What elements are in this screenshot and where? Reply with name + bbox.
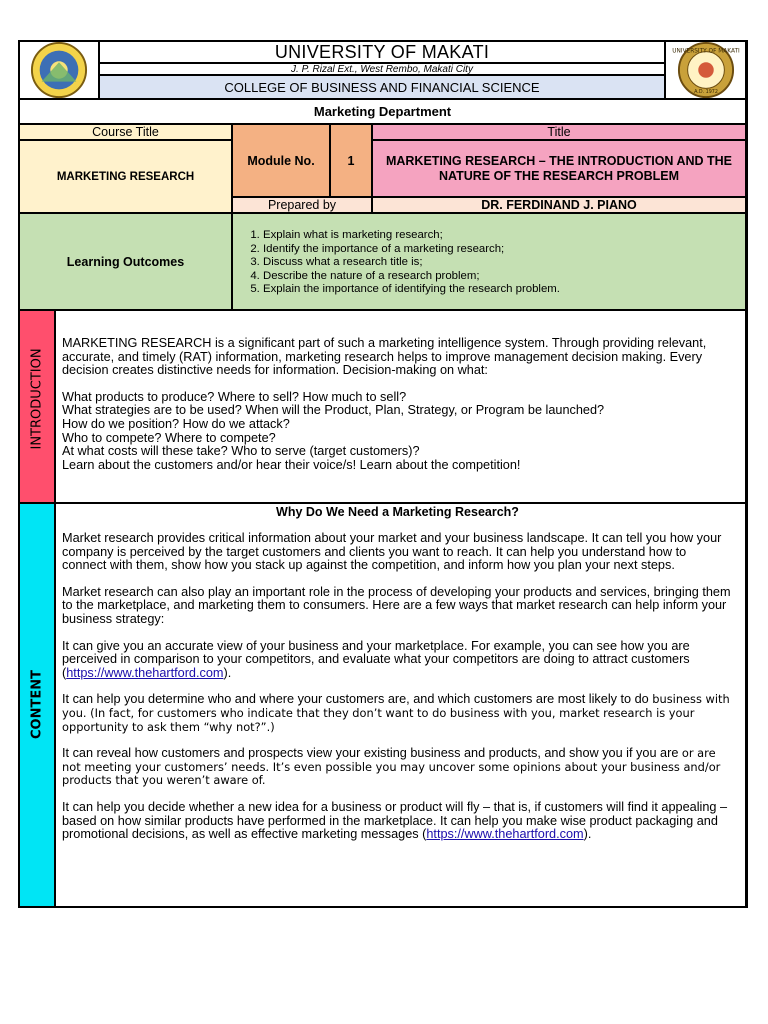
right-seal-cell: [665, 41, 746, 99]
learning-outcome-item: 1. Explain what is marketing research;: [263, 229, 737, 243]
content-section: [55, 503, 746, 907]
paragraph-text: It can help you determine who and where your customers are, and which customers are most likely to do: [62, 692, 649, 707]
paragraph-text: It can give you an accurate view of your business and your marketplace. For example, you can see how you are perceived in comparison to your competitors, and evaluate what your competitors are doing to attract customers (: [62, 638, 690, 680]
learning-outcomes-list: [239, 229, 737, 297]
course-title-label: Course Title: [19, 124, 232, 140]
introduction-question: At what costs will these take? Who to serve (target customers)?: [62, 444, 420, 459]
paragraph-text: or are not meeting your customers’ needs. It’s even possible you may uncover some opinions about your business and/or products that you weren’t aware of.: [62, 746, 721, 788]
learning-outcome-item: 5. Explain the importance of identifying the research problem.: [263, 283, 737, 297]
university-seal-icon: [671, 41, 740, 99]
introduction-section: [55, 310, 746, 503]
introduction-question: Learn about the customers and/or hear their voice/s! Learn about the competition!: [62, 457, 521, 472]
department-label: Marketing Department: [19, 99, 746, 124]
introduction-question: How do we position? How do we attack?: [62, 416, 290, 431]
left-logo-cell: [19, 41, 99, 99]
college-name: COLLEGE OF BUSINESS AND FINANCIAL SCIENCE: [99, 75, 665, 99]
introduction-question: What products to produce? Where to sell? How much to sell?: [62, 389, 407, 404]
hartford-link[interactable]: https://www.thehartford.com: [426, 827, 584, 842]
content-heading: Why Do We Need a Marketing Research?: [276, 505, 519, 519]
learning-outcomes-label: Learning Outcomes: [19, 213, 232, 310]
module-title-value: MARKETING RESEARCH – THE INTRODUCTION AND THE NATURE OF THE RESEARCH PROBLEM: [372, 140, 746, 197]
course-title-value: MARKETING RESEARCH: [19, 140, 232, 213]
content-paragraph: [62, 693, 733, 734]
learning-outcome-item: 3. Discuss what a research title is;: [263, 256, 737, 270]
introduction-side-bar: [19, 310, 55, 503]
learning-outcome-item: 4. Describe the nature of a research problem;: [263, 270, 737, 284]
introduction-question: Who to compete? Where to compete?: [62, 430, 276, 445]
paragraph-text: It can reveal how customers and prospects view your existing business and products, and show you if you are: [62, 746, 679, 761]
content-label: CONTENT: [29, 670, 45, 739]
paragraph-text: ).: [223, 665, 232, 680]
prepared-by-value: DR. FERDINAND J. PIANO: [372, 197, 746, 213]
university-address: J. P. Rizal Ext., West Rembo, Makati City: [99, 63, 665, 75]
paragraph-text: It can help you decide whether a new idea for a business or product will fly – that is, if customers will find it appealing – based on how similar products have performed in the marketplace. It can help you make wise product packaging and promotional decisions, as well as effective marketing messages (: [62, 799, 728, 842]
content-paragraph: Market research can also play an important role in the process of developing your products and services, bringing them to the marketplace, and marketing them to consumers. Here are a few ways that market research can help inform your business strategy:: [62, 584, 731, 626]
content-paragraph: [62, 747, 733, 788]
university-logo-icon: [30, 41, 88, 99]
prepared-by-label: Prepared by: [232, 197, 372, 213]
learning-outcome-item: 2. Identify the importance of a marketing research;: [263, 243, 737, 257]
title-label: Title: [372, 124, 746, 140]
paragraph-text: business with you. (In fact, for customers who indicate that they don’t want to do business with you, market research is your opportunity to ask them “why not?”.): [62, 692, 730, 734]
paragraph-text: ).: [583, 827, 592, 842]
content-side-bar: [19, 503, 55, 907]
module-number-label: Module No.: [232, 124, 330, 197]
seal-year: A.D. 1972: [693, 90, 718, 96]
content-paragraph: Market research provides critical information about your market and your business landscape. It can tell you how your company is perceived by the target customers and clients you want to reach. It can help you understand how to connect with them, show how you stack up against the competition, and inform how you plan your next steps.: [62, 531, 722, 573]
introduction-label: INTRODUCTION: [29, 348, 45, 450]
seal-text: UNIVERSITY OF MAKATI: [671, 48, 740, 55]
content-paragraph: [62, 801, 733, 842]
content-paragraph: [62, 640, 733, 681]
university-name: UNIVERSITY OF MAKATI: [99, 41, 665, 63]
module-number-value: 1: [330, 124, 372, 197]
hartford-link[interactable]: https://www.thehartford.com: [66, 665, 224, 680]
introduction-paragraph: MARKETING RESEARCH is a significant part of such a marketing intelligence system. Through providing relevant, accurate, and timely (RAT) information, marketing research helps to improve management decision making. Every decision creates distinctive needs for information. Decision-making on what:: [62, 336, 707, 378]
introduction-question: What strategies are to be used? When will the Product, Plan, Strategy, or Program be launched?: [62, 403, 605, 418]
learning-outcomes-list-cell: [232, 213, 746, 310]
